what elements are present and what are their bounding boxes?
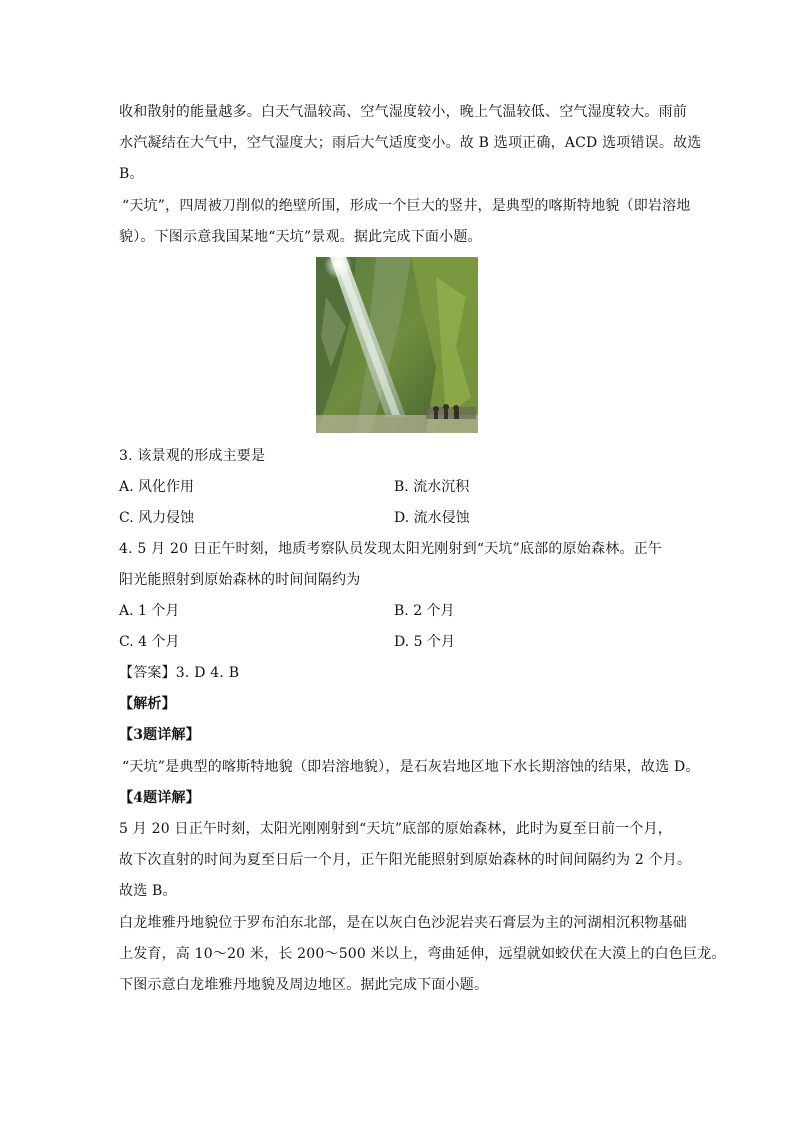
question3-option-b: B. 流水沉积	[394, 479, 470, 495]
paragraph1-line1: 收和散射的能量越多。白天气温较高、空气湿度较小，晚上气温较低、空气湿度较大。雨前	[119, 104, 687, 120]
question4-option-d: D. 5 个月	[394, 634, 455, 650]
question4-detail-heading: 【4题详解】	[119, 790, 200, 806]
question3-stem: 3. 该景观的形成主要是	[119, 448, 266, 464]
question4-option-b: B. 2 个月	[394, 603, 455, 619]
question4-option-a: A. 1 个月	[119, 603, 180, 619]
answer-line: 【答案】3. D 4. B	[119, 665, 240, 681]
paragraph-end-line3: 下图示意白龙堆雅丹地貌及周边地区。据此完成下面小题。	[119, 977, 489, 993]
question3-detail-text: “天坑”是典型的喀斯特地貌（即岩溶地貌），是石灰岩地区地下水长期溶蚀的结果，故选 D。	[122, 759, 700, 775]
question4-detail-line3: 故选 B。	[119, 883, 177, 899]
question3-option-c: C. 风力侵蚀	[119, 510, 195, 526]
paragraph-end-line1: 白龙堆雅丹地貌位于罗布泊东北部，是在以灰白色沙泥岩夹石膏层为主的河湖相沉积物基础	[119, 915, 687, 931]
question3-detail-heading: 【3题详解】	[119, 727, 200, 743]
question4-stem-line2: 阳光能照射到原始森林的时间间隔约为	[119, 572, 361, 588]
question3-option-a: A. 风化作用	[119, 479, 195, 495]
tiankeng-photo	[316, 257, 478, 433]
intro-line1: “天坑”，四周被刀削似的绝壁所围，形成一个巨大的竖井，是典型的喀斯特地貌（即岩溶地	[122, 198, 691, 214]
paragraph-end-line2: 上发育，高 10～20 米，长 200～500 米以上，弯曲延伸，远望就如蛟伏在大漠上的白色巨龙。	[119, 946, 726, 962]
question3-option-d: D. 流水侵蚀	[394, 510, 470, 526]
question4-stem-line1: 4. 5 月 20 日正午时刻，地质考察队员发现太阳光刚射到“天坑”底部的原始森林。正午	[119, 541, 662, 557]
question4-option-c: C. 4 个月	[119, 634, 180, 650]
paragraph1-line3: B。	[119, 166, 144, 182]
intro-line2: 貌）。下图示意我国某地“天坑”景观。据此完成下面小题。	[119, 229, 482, 245]
tiankeng-landscape-image	[316, 257, 478, 433]
paragraph1-line2: 水汽凝结在大气中，空气湿度大；雨后大气适度变小。故 B 选项正确，ACD 选项错误。故选	[119, 135, 702, 151]
question4-detail-line1: 5 月 20 日正午时刻，太阳光刚刚射到“天坑”底部的原始森林，此时为夏至日前一个月，	[119, 821, 672, 837]
analysis-heading: 【解析】	[119, 696, 176, 712]
question4-detail-line2: 故下次直射的时间为夏至日后一个月，正午阳光能照射到原始森林的时间间隔约为 2 个月。	[119, 852, 692, 868]
